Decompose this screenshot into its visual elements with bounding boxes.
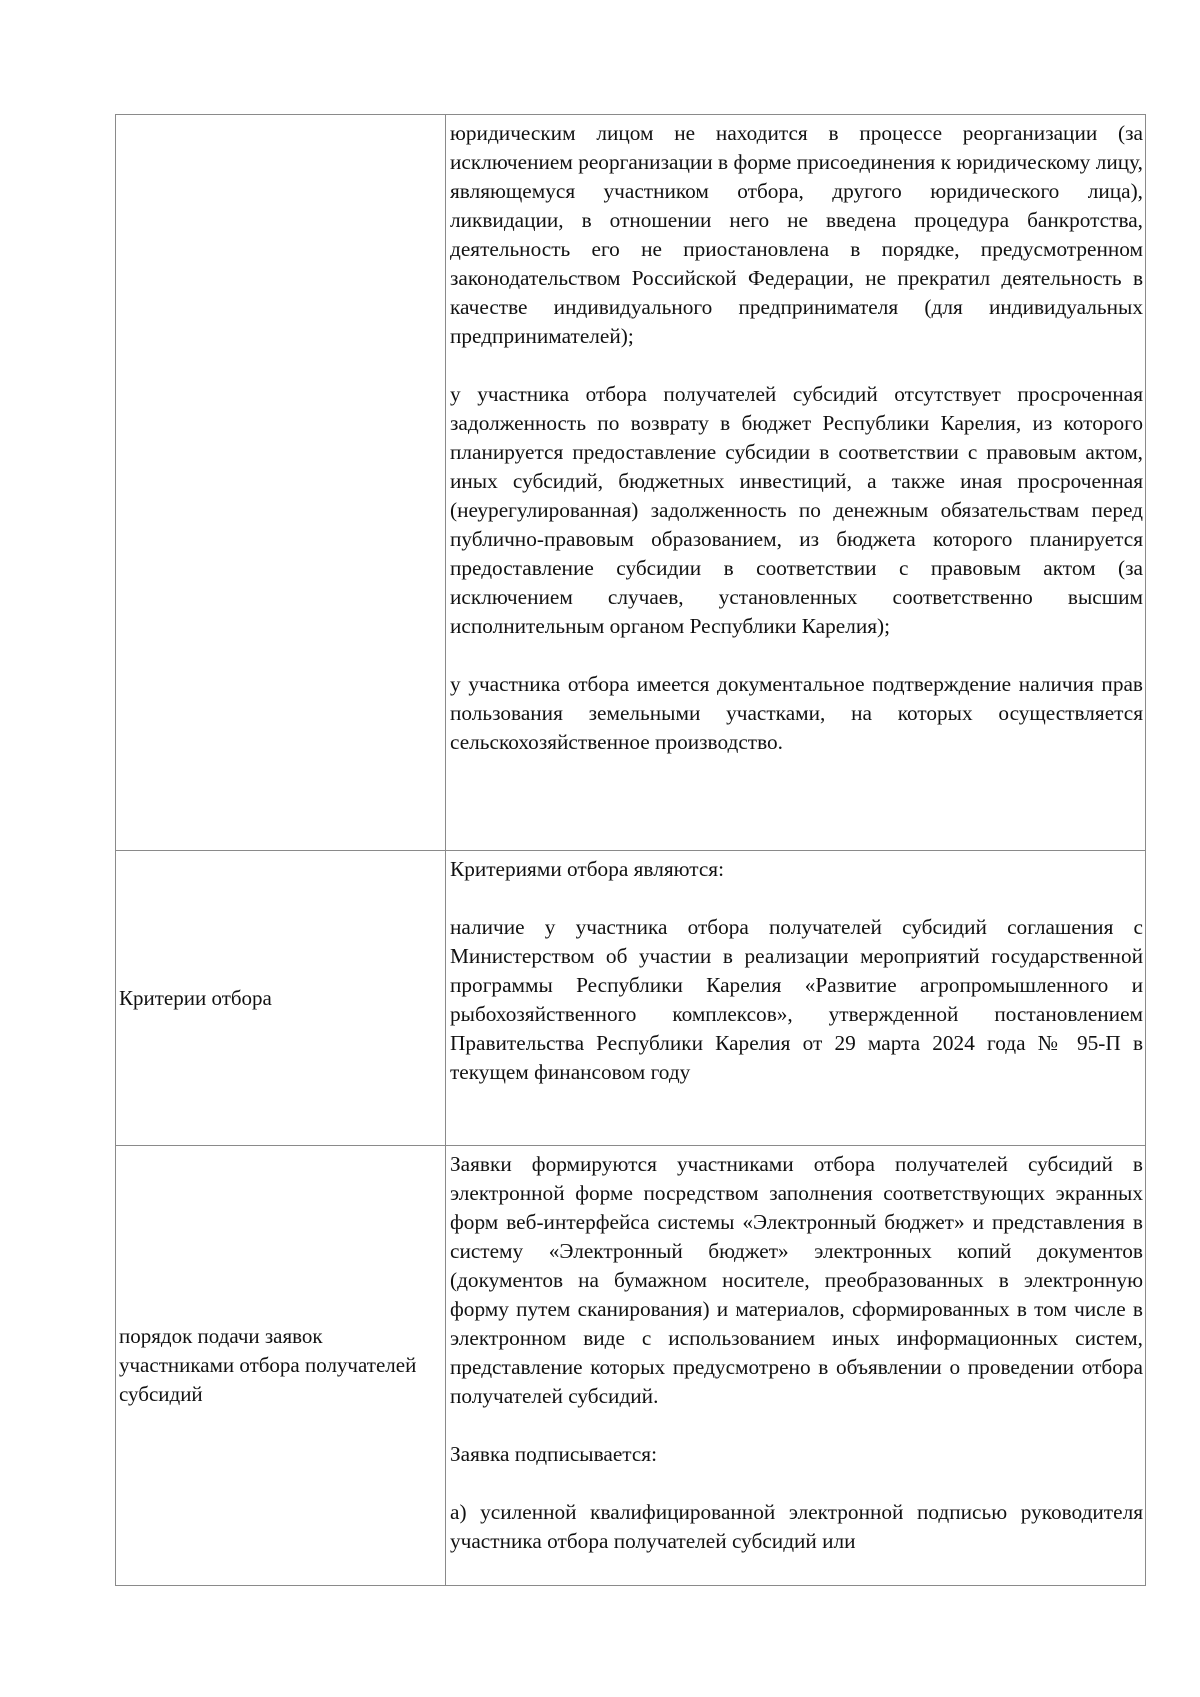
paragraph: у участника отбора получателей субсидий отсутствует просроченная задолженность по возврату в бюджет Республики Карелия, из которого планируется предоставление субсидии в соответствии с правовым актом, иных субсидий, бюджетных инвестиций, а также иная просроченная (неурегулированная) задолженность по денежным обязательствам перед публично-правовым образованием, из бюджета которого планируется предоставление субсидии в соответствии с правовым актом (за исключением случаев, установленных соответственно высшим исполнительным органом Республики Карелия); bbox=[450, 382, 1143, 638]
table-row bbox=[116, 115, 1146, 851]
paragraph: юридическим лицом не находится в процессе реорганизации (за исключением реорганизации в форме присоединения к юридическому лицу, являющемуся участником отбора, другого юридического лица), ликвидации, в отношении него не введена процедура банкротства, деятельность его не приостановлена в порядке, предусмотренном законодательством Российской Федерации, не прекратил деятельность в качестве индивидуального предпринимателя (для индивидуальных предпринимателей); bbox=[450, 121, 1143, 348]
row-label: порядок подачи заявок участниками отбора получателей субсидий bbox=[116, 1146, 446, 1586]
paragraph: Заявка подписывается: bbox=[450, 1442, 658, 1466]
row-label: Критерии отбора bbox=[116, 851, 446, 1146]
paragraph: наличие у участника отбора получателей субсидий соглашения с Министерством об участии в реализации мероприятий государственной программы Республики Карелия «Развитие агропромышленного и рыбохозяйственного комплексов», утвержденной постановлением Правительства Республики Карелия от 29 марта 2024 года № 95-П в текущем финансовом году bbox=[450, 915, 1143, 1084]
table-row bbox=[116, 851, 1146, 1146]
row-label bbox=[116, 115, 446, 851]
row-content bbox=[446, 1146, 1146, 1586]
paragraph: Критериями отбора являются: bbox=[450, 857, 724, 881]
row-content bbox=[446, 851, 1146, 1146]
paragraph: а) усиленной квалифицированной электронной подписью руководителя участника отбора получателей субсидий или bbox=[450, 1500, 1143, 1553]
paragraph: у участника отбора имеется документальное подтверждение наличия прав пользования земельными участками, на которых осуществляется сельскохозяйственное производство. bbox=[450, 672, 1143, 754]
document-table bbox=[115, 114, 1146, 1586]
paragraph: Заявки формируются участниками отбора получателей субсидий в электронной форме посредством заполнения соответствующих экранных форм веб-интерфейса системы «Электронный бюджет» и представления в систему «Электронный бюджет» электронных копий документов (документов на бумажном носителе, преобразованных в электронную форму путем сканирования) и материалов, сформированных в том числе в электронном виде с использованием иных информационных систем, представление которых предусмотрено в объявлении о проведении отбора получателей субсидий. bbox=[450, 1152, 1143, 1408]
table-row bbox=[116, 1146, 1146, 1586]
row-content bbox=[446, 115, 1146, 851]
